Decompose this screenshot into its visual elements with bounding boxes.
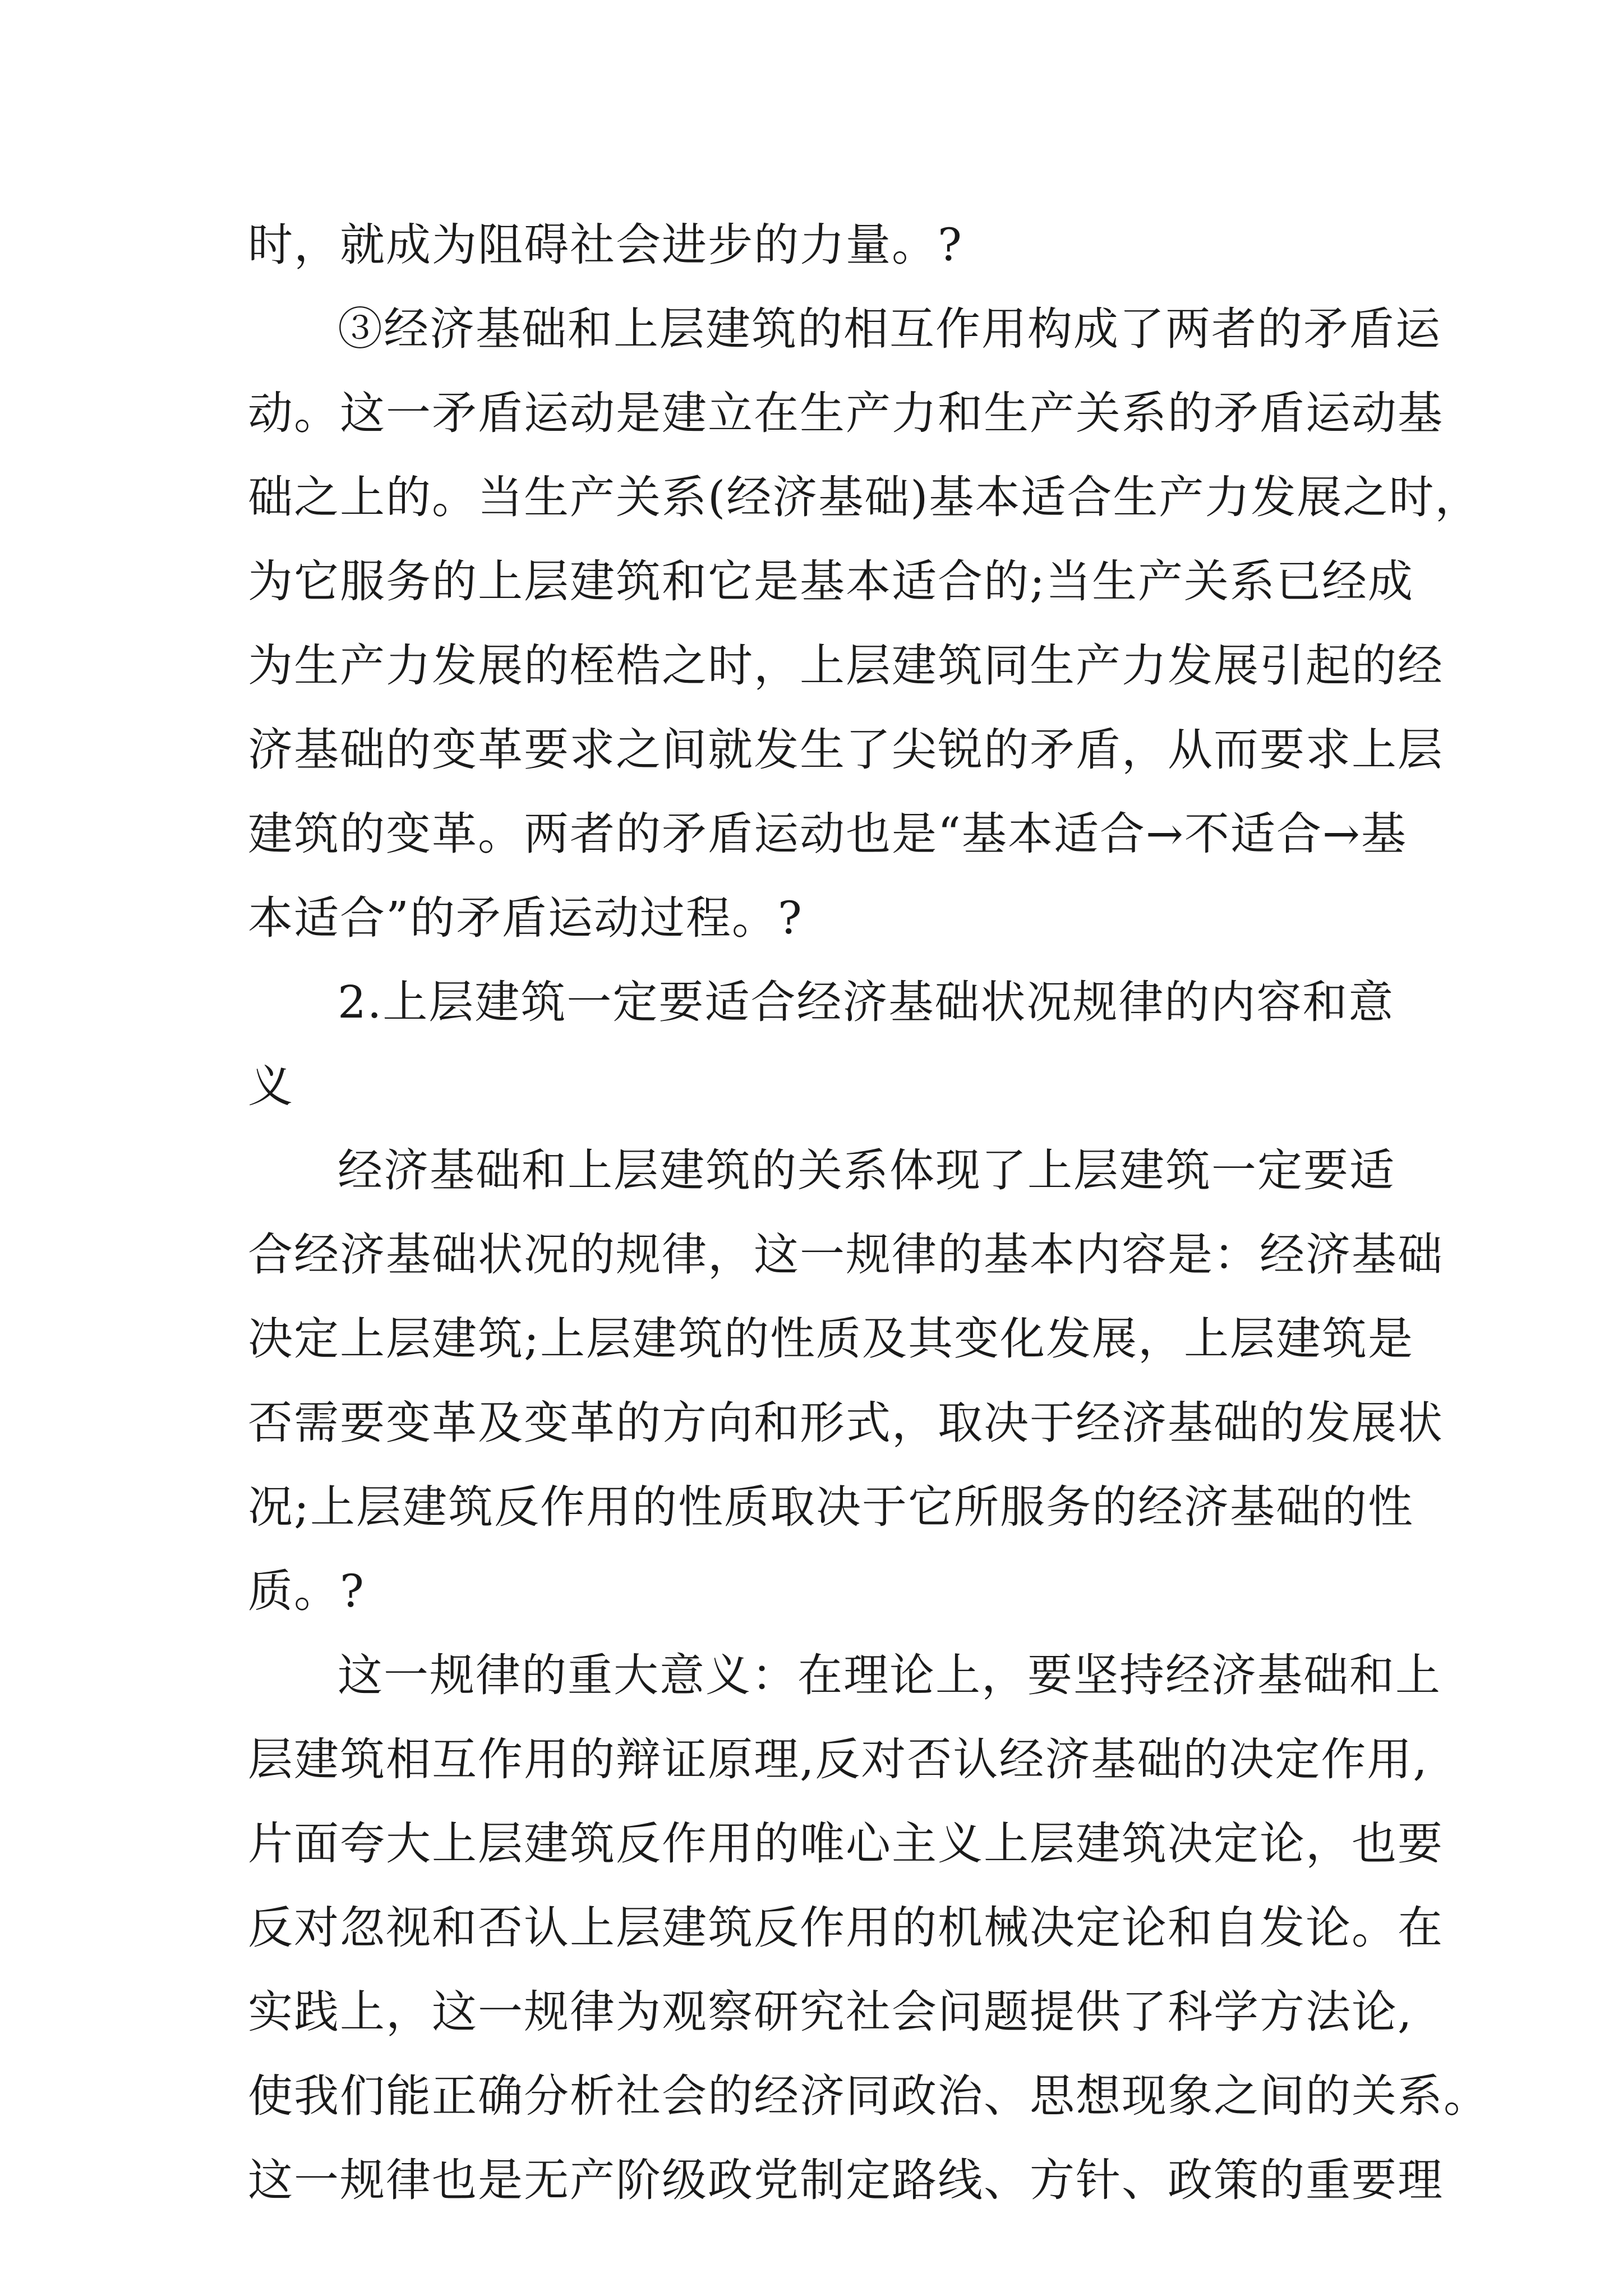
text-line: 础之上的。当生产关系(经济基础)基本适合生产力发展之时， bbox=[248, 471, 1481, 523]
text-line: 这一规律也是无产阶级政党制定路线、方针、政策的重要理 bbox=[248, 2154, 1444, 2206]
text-line: 层建筑相互作用的辩证原理,反对否认经济基础的决定作用, bbox=[248, 1733, 1428, 1786]
text-line: 反对忽视和否认上层建筑反作用的机械决定论和自发论。在 bbox=[248, 1902, 1444, 1954]
text-line: 济基础的变革要求之间就发生了尖锐的矛盾，从而要求上层 bbox=[248, 724, 1444, 776]
text-line: 经济基础和上层建筑的关系体现了上层建筑一定要适 bbox=[338, 1144, 1395, 1197]
text-line: 动。这一矛盾运动是建立在生产力和生产关系的矛盾运动基 bbox=[248, 387, 1444, 439]
text-line: 实践上，这一规律为观察研究社会问题提供了科学方法论, bbox=[248, 1986, 1413, 2038]
text-line: 合经济基础状况的规律，这一规律的基本内容是：经济基础 bbox=[248, 1228, 1444, 1281]
text-line: 时，就成为阻碍社会进步的力量。? bbox=[248, 219, 963, 271]
text-line: 决定上层建筑;上层建筑的性质及其变化发展，上层建筑是 bbox=[248, 1313, 1414, 1365]
text-line: 这一规律的重大意义：在理论上，要坚持经济基础和上 bbox=[338, 1649, 1441, 1701]
body-text bbox=[248, 203, 1490, 2223]
section-heading: 2.上层建筑一定要适合经济基础状况规律的内容和意 bbox=[338, 976, 1395, 1028]
text-line: 否需要变革及变革的方向和形式，取决于经济基础的发展状 bbox=[248, 1397, 1444, 1449]
section-heading: 义 bbox=[248, 1060, 294, 1112]
text-line: 为生产力发展的桎梏之时，上层建筑同生产力发展引起的经 bbox=[248, 639, 1444, 692]
text-line: 况;上层建筑反作用的性质取决于它所服务的经济基础的性 bbox=[248, 1481, 1414, 1533]
text-line: 质。? bbox=[248, 1565, 365, 1617]
text-line: 建筑的变革。两者的矛盾运动也是“基本适合→不适合→基 bbox=[248, 808, 1407, 860]
text-line: 本适合”的矛盾运动过程。? bbox=[248, 892, 803, 944]
text-line: ③经济基础和上层建筑的相互作用构成了两者的矛盾运 bbox=[338, 303, 1441, 355]
text-line: 片面夸大上层建筑反作用的唯心主义上层建筑决定论，也要 bbox=[248, 1818, 1444, 1870]
text-line: 使我们能正确分析社会的经济同政治、思想现象之间的关系。 bbox=[248, 2070, 1490, 2122]
text-line: 为它服务的上层建筑和它是基本适合的;当生产关系已经成 bbox=[248, 555, 1414, 608]
